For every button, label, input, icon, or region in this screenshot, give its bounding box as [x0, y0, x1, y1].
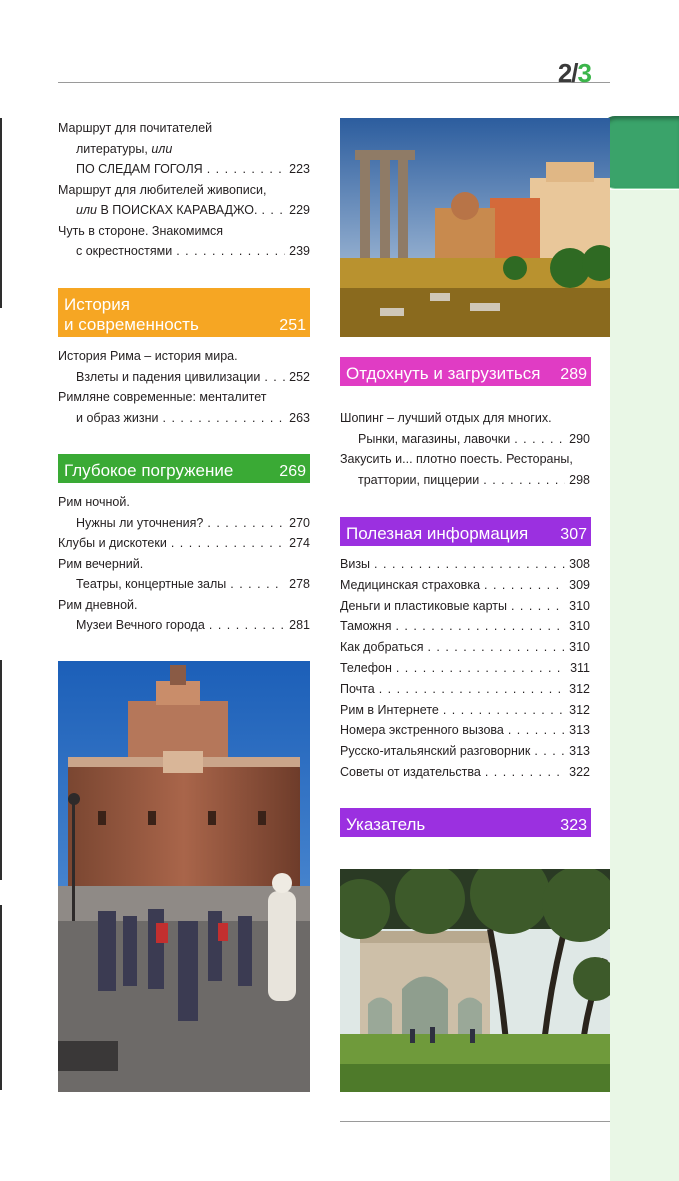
- side-band: [610, 190, 679, 1181]
- toc-line[interactable]: Закусить и... плотно поесть. Рестораны,: [340, 452, 573, 466]
- margin-mark: [0, 118, 2, 308]
- section-heading-leisure[interactable]: Отдохнуть и загрузиться 289: [340, 357, 591, 386]
- toc-entry[interactable]: или В ПОИСКАХ КАРАВАДЖО. . . . 229: [58, 200, 310, 221]
- toc-line[interactable]: Римляне современные: менталитет: [58, 390, 267, 404]
- margin-mark: [0, 660, 2, 880]
- toc-block-4: [340, 408, 590, 490]
- toc-entry[interactable]: и образ жизни . . . 263: [58, 408, 310, 429]
- castle-photo: [58, 661, 310, 1092]
- header-rule: [58, 82, 610, 83]
- section-heading-index[interactable]: Указатель 323: [340, 808, 591, 837]
- toc-block-2: [58, 346, 310, 428]
- section-heading-useful-info[interactable]: Полезная информация 307: [340, 517, 591, 546]
- toc-block-3: [58, 492, 310, 636]
- toc-entry[interactable]: Деньги и пластиковые карты . . . 310: [340, 596, 590, 617]
- toc-block-5: [340, 554, 590, 783]
- section-heading-history[interactable]: История и современность 251: [58, 288, 310, 337]
- toc-entry[interactable]: Почта . . . 312: [340, 679, 590, 700]
- toc-line[interactable]: Рим дневной.: [58, 597, 138, 612]
- toc-entry[interactable]: Телефон . . . 311: [340, 658, 590, 679]
- toc-entry[interactable]: Нужны ли уточнения? . . . 270: [58, 513, 310, 534]
- toc-entry[interactable]: Номера экстренного вызова . . . 313: [340, 720, 590, 741]
- toc-entry[interactable]: Взлеты и падения цивилизации . . . 252: [58, 367, 310, 388]
- margin-mark: [0, 905, 2, 1090]
- toc-entry[interactable]: Визы . . . 308: [340, 554, 590, 575]
- toc-line[interactable]: Рим ночной.: [58, 495, 130, 509]
- toc-entry[interactable]: Советы от издательства . . . 322: [340, 762, 590, 783]
- toc-entry[interactable]: траттории, пиццерии . . . 298: [340, 470, 590, 491]
- toc-line[interactable]: Чуть в стороне. Знакомимся: [58, 223, 224, 238]
- section-heading-deep-dive[interactable]: Глубокое погружение 269: [58, 454, 310, 483]
- arch-photo: [340, 869, 610, 1092]
- toc-line[interactable]: Рим вечерний.: [58, 556, 144, 571]
- toc-entry[interactable]: с окрестностями . . . 239: [58, 241, 310, 262]
- toc-entry[interactable]: ПО СЛЕДАМ ГОГОЛЯ . . . 223: [58, 159, 310, 180]
- toc-entry[interactable]: Клубы и дискотеки . . . 274: [58, 533, 310, 554]
- chapter-tab[interactable]: [601, 116, 679, 188]
- toc-block-1: [58, 118, 310, 262]
- toc-line[interactable]: Маршрут для любителей живописи,: [58, 182, 267, 197]
- toc-entry[interactable]: Рынки, магазины, лавочки . . . 290: [340, 429, 590, 450]
- toc-entry[interactable]: Рим в Интернете . . . 312: [340, 700, 590, 721]
- toc-line[interactable]: История Рима – история мира.: [58, 349, 238, 363]
- toc-entry[interactable]: Таможня . . . 310: [340, 616, 590, 637]
- page-number: 2/3: [557, 58, 591, 88]
- toc-entry[interactable]: Театры, концертные залы . . . 278: [58, 574, 310, 595]
- toc-entry[interactable]: Как добраться . . . 310: [340, 637, 590, 658]
- toc-entry[interactable]: Русско-итальянский разговорник . . . 313: [340, 741, 590, 762]
- toc-line[interactable]: Шопинг – лучший отдых для многих.: [340, 411, 552, 425]
- forum-photo: [340, 118, 610, 337]
- footer-rule: [340, 1121, 610, 1122]
- toc-entry[interactable]: Медицинская страховка . . . 309: [340, 575, 590, 596]
- toc-entry[interactable]: Музеи Вечного города . . . 281: [58, 615, 310, 636]
- toc-line[interactable]: Маршрут для почитателей: [58, 121, 213, 135]
- toc-line[interactable]: литературы, или: [76, 141, 173, 156]
